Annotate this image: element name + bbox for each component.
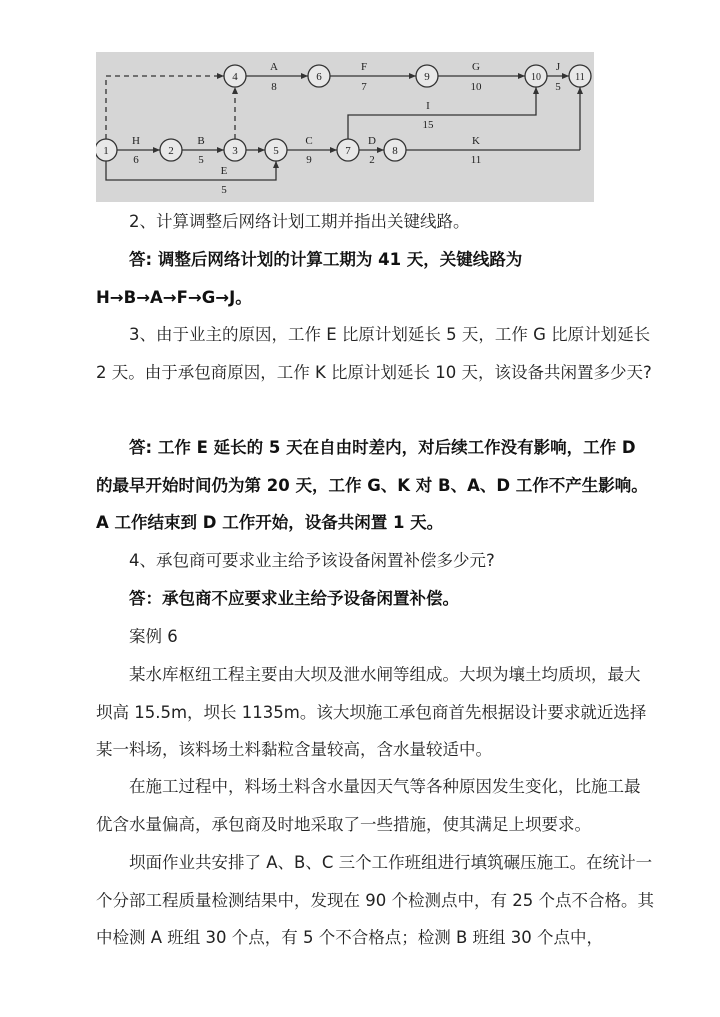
answer-2: 答: 调整后网络计划的计算工期为 41 天，关键线路为 H→B→A→F→G→J。: [96, 250, 523, 307]
activity-duration: 5: [555, 81, 561, 93]
node-label: 8: [392, 145, 398, 157]
node-label: 11: [575, 72, 585, 83]
activity-duration: 2: [369, 154, 375, 166]
question-3: 3、由于业主的原因，工作 E 比原计划延长 5 天，工作 G 比原计划延长 2 天。由于承包商原因，工作 K 比原计划延长 10 天，该设备共闲置多少天?: [96, 325, 652, 382]
activity-name: B: [197, 135, 205, 147]
node-label: 1: [103, 145, 109, 157]
activity-duration: 5: [198, 154, 204, 166]
activity-duration: 7: [361, 81, 367, 93]
arrow-1-5: [106, 161, 276, 180]
activity-duration: 9: [306, 154, 312, 166]
network-diagram-svg: [96, 52, 594, 202]
question-4: 4、承包商可要求业主给予该设备闲置补偿多少元?: [129, 551, 495, 570]
answer-4: 答：承包商不应要求业主给予设备闲置补偿。: [129, 589, 459, 608]
activity-duration: 10: [470, 81, 482, 93]
node-label: 9: [424, 71, 430, 83]
activity-name: D: [368, 135, 376, 147]
activity-name: H: [132, 135, 140, 147]
node-label: 2: [168, 145, 174, 157]
answer-3: 答: 工作 E 延长的 5 天在自由时差内，对后续工作没有影响，工作 D 的最早开始时间仍为第 20 天，工作 G、K 对 B、A、D 工作不产生影响。A 工作结束到 D 工作开始，设备共闲置 1 天。: [96, 438, 648, 532]
node-label: 6: [316, 71, 322, 83]
activity-duration: 8: [271, 81, 277, 93]
activity-name: K: [472, 135, 480, 147]
node-label: 10: [531, 72, 541, 83]
case-paragraph-3: 坝面作业共安排了 A、B、C 三个工作班组进行填筑碾压施工。在统计一个分部工程质量检测结果中，发现在 90 个检测点中，有 25 个点不合格。其中检测 A 班组 30 个点，有 5 个不合格点；检测 B 班组 30 个点中，: [96, 853, 654, 947]
node-label: 3: [232, 145, 238, 157]
network-diagram: [96, 52, 594, 202]
activity-duration: 11: [470, 154, 482, 166]
node-label: 5: [273, 145, 279, 157]
case-paragraph-1: 某水库枢纽工程主要由大坝及泄水闸等组成。大坝为壤土均质坝，最大坝高 15.5m，坝长 1135m。该大坝施工承包商首先根据设计要求就近选择某一料场，该料场土料黏粒含量较高，含水量较适中。: [96, 665, 647, 759]
activity-name: F: [360, 61, 368, 73]
case-heading: 案例 6: [129, 627, 178, 646]
arrow-7-10: [348, 87, 536, 139]
activity-name: I: [426, 100, 430, 112]
activity-duration: 15: [422, 119, 434, 131]
node-label: 7: [345, 145, 351, 157]
activity-name: G: [472, 61, 480, 73]
activity-name: E: [220, 165, 228, 177]
node-label: 4: [232, 71, 238, 83]
dummy-1-4: [106, 76, 224, 139]
question-2: 2、计算调整后网络计划工期并指出关键线路。: [129, 212, 470, 231]
case-paragraph-2: 在施工过程中，料场土料含水量因天气等各种原因发生变化，比施工最优含水量偏高，承包商及时地采取了一些措施，使其满足上坝要求。: [96, 777, 641, 834]
activity-duration: 5: [221, 184, 227, 196]
activity-duration: 6: [133, 154, 139, 166]
activity-name: A: [270, 61, 278, 73]
activity-name: J: [555, 61, 561, 73]
activity-name: C: [305, 135, 313, 147]
